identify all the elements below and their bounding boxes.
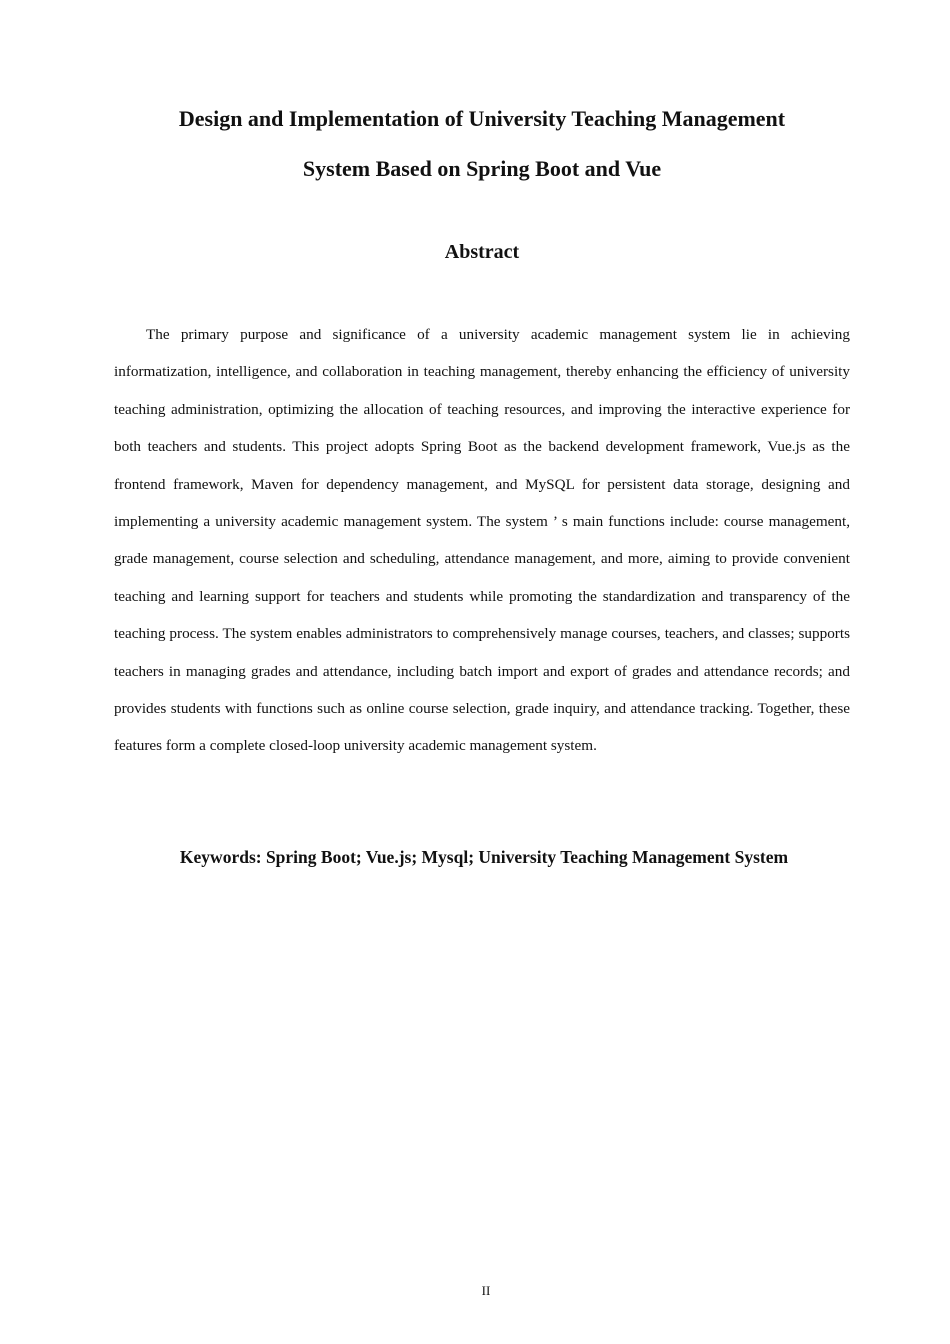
page-title [100,94,864,194]
abstract-heading: Abstract [444,241,520,263]
keywords-line: Keywords: Spring Boot; Vue.js; Mysql; University Teaching Management System [179,847,789,867]
title-line-1: Design and Implementation of University Teaching Management [178,106,786,131]
title-line-2: System Based on Spring Boot and Vue [302,156,662,181]
page-number: II [481,1283,491,1298]
abstract-paragraph: The primary purpose and significance of a university academic management system lie in achieving informatization, intelligence, and collaboration in teaching management, thereby enhancing the efficiency of university teaching administration, optimizing the allocation of teaching resources, and improving the interactive experience for both teachers and students. This project adopts Spring Boot as the backend development framework, Vue.js as the frontend framework, Maven for dependency management, and MySQL for persistent data storage, designing and implementing a university academic management system. The system ’ s main functions include: course management, grade management, course selection and scheduling, attendance management, and more, aiming to provide convenient teaching and learning support for teachers and students while promoting the standardization and transparency of the teaching process. The system enables administrators to comprehensively manage courses, teachers, and classes; supports teachers in managing grades and attendance, including batch import and export of grades and attendance records; and provides students with functions such as online course selection, grade inquiry, and attendance tracking. Together, these features form a complete closed-loop university academic management system. [114,326,850,755]
